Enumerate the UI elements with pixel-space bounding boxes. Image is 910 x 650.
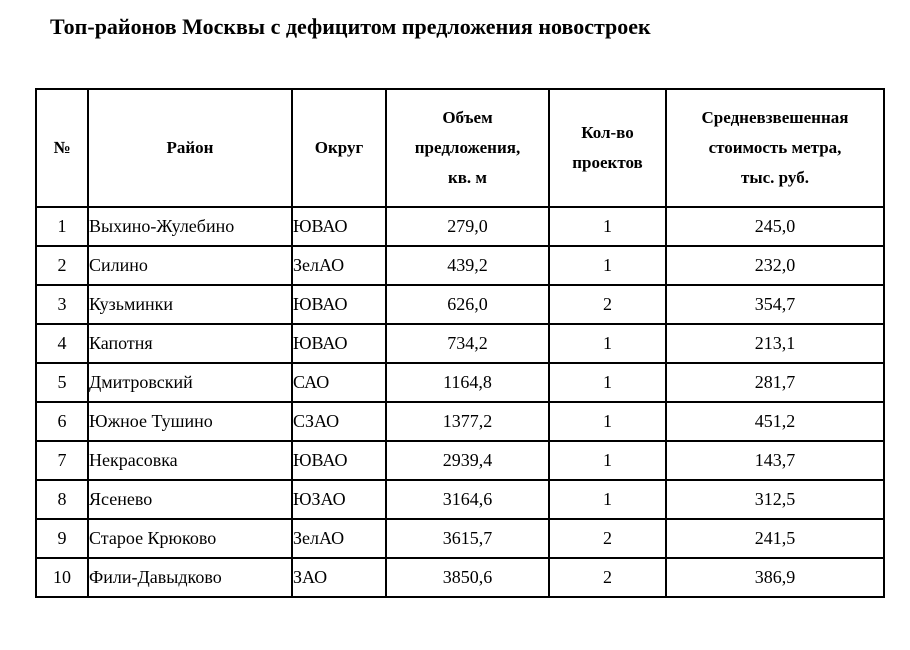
cell-okrug: ЗАО (292, 558, 386, 597)
header-district: Район (88, 89, 292, 207)
cell-number: 9 (36, 519, 88, 558)
cell-supply-volume: 279,0 (386, 207, 549, 246)
cell-project-count: 1 (549, 441, 666, 480)
cell-avg-price: 386,9 (666, 558, 884, 597)
cell-project-count: 1 (549, 402, 666, 441)
cell-avg-price: 241,5 (666, 519, 884, 558)
cell-number: 4 (36, 324, 88, 363)
cell-project-count: 1 (549, 246, 666, 285)
table-row (36, 519, 884, 558)
cell-avg-price: 312,5 (666, 480, 884, 519)
cell-supply-volume: 3850,6 (386, 558, 549, 597)
table-row (36, 480, 884, 519)
table-header-row (36, 89, 884, 207)
table-row (36, 363, 884, 402)
cell-avg-price: 451,2 (666, 402, 884, 441)
header-project-count: Кол-во проектов (549, 89, 666, 207)
districts-table (35, 88, 885, 598)
table-row (36, 324, 884, 363)
cell-supply-volume: 439,2 (386, 246, 549, 285)
cell-avg-price: 245,0 (666, 207, 884, 246)
cell-avg-price: 281,7 (666, 363, 884, 402)
cell-okrug: САО (292, 363, 386, 402)
cell-district: Силино (88, 246, 292, 285)
cell-supply-volume: 626,0 (386, 285, 549, 324)
cell-okrug: ЮВАО (292, 285, 386, 324)
page-title: Топ-районов Москвы с дефицитом предложения новостроек (50, 14, 651, 39)
cell-number: 5 (36, 363, 88, 402)
header-okrug: Округ (292, 89, 386, 207)
cell-supply-volume: 1164,8 (386, 363, 549, 402)
cell-avg-price: 213,1 (666, 324, 884, 363)
cell-project-count: 2 (549, 285, 666, 324)
cell-project-count: 2 (549, 558, 666, 597)
cell-supply-volume: 3615,7 (386, 519, 549, 558)
cell-number: 1 (36, 207, 88, 246)
table-row (36, 402, 884, 441)
cell-district: Старое Крюково (88, 519, 292, 558)
cell-supply-volume: 2939,4 (386, 441, 549, 480)
cell-number: 10 (36, 558, 88, 597)
header-number: № (36, 89, 88, 207)
cell-supply-volume: 734,2 (386, 324, 549, 363)
cell-project-count: 2 (549, 519, 666, 558)
cell-okrug: СЗАО (292, 402, 386, 441)
header-supply-volume: Объем предложения, кв. м (386, 89, 549, 207)
table-row (36, 441, 884, 480)
cell-district: Капотня (88, 324, 292, 363)
cell-okrug: ЮЗАО (292, 480, 386, 519)
cell-avg-price: 354,7 (666, 285, 884, 324)
cell-supply-volume: 3164,6 (386, 480, 549, 519)
cell-project-count: 1 (549, 480, 666, 519)
table-row (36, 285, 884, 324)
cell-supply-volume: 1377,2 (386, 402, 549, 441)
cell-district: Дмитровский (88, 363, 292, 402)
cell-number: 8 (36, 480, 88, 519)
cell-number: 6 (36, 402, 88, 441)
cell-avg-price: 232,0 (666, 246, 884, 285)
cell-number: 7 (36, 441, 88, 480)
cell-number: 2 (36, 246, 88, 285)
cell-project-count: 1 (549, 207, 666, 246)
cell-okrug: ЮВАО (292, 441, 386, 480)
table-row (36, 246, 884, 285)
table-row (36, 207, 884, 246)
cell-district: Выхино-Жулебино (88, 207, 292, 246)
cell-district: Южное Тушино (88, 402, 292, 441)
cell-project-count: 1 (549, 324, 666, 363)
cell-project-count: 1 (549, 363, 666, 402)
header-avg-price: Средневзвешенная стоимость метра, тыс. руб. (666, 89, 884, 207)
cell-okrug: ЮВАО (292, 324, 386, 363)
cell-district: Ясенево (88, 480, 292, 519)
cell-number: 3 (36, 285, 88, 324)
cell-district: Фили-Давыдково (88, 558, 292, 597)
cell-okrug: ЗелАО (292, 246, 386, 285)
cell-avg-price: 143,7 (666, 441, 884, 480)
cell-okrug: ЮВАО (292, 207, 386, 246)
cell-district: Некрасовка (88, 441, 292, 480)
cell-okrug: ЗелАО (292, 519, 386, 558)
cell-district: Кузьминки (88, 285, 292, 324)
table-row (36, 558, 884, 597)
